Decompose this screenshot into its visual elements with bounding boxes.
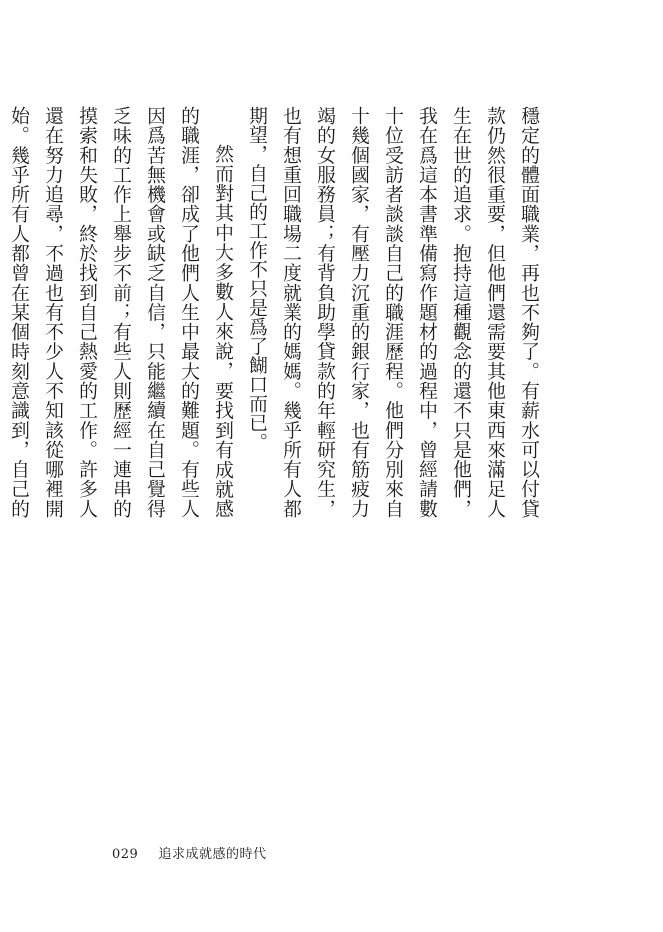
paragraph-1: 穩定的體面職業，再也不夠了。有薪水可以付貸款仍然很重要，但他們還需要其他東西來滿足人生在世的追求。抱持這種觀念的還不只是他們，我在爲這本書準備寫作題材的過程中，曾經請數十位受訪者談談自己的職涯歷程。他們分別來自十幾個國家，有壓力沉重的銀行家，也有筋疲力竭的女服務員；有背負助學貸款的年輕研究生，也有想重回職場二度就業的媽媽。幾乎所有人都期望，自己的工作不只是爲了餬口而已。 (246, 106, 539, 518)
running-title: 追求成就感的時代 (158, 847, 267, 862)
body-text (0, 106, 545, 518)
page-footer (112, 843, 266, 862)
page-number: 029 (112, 847, 139, 862)
paragraph-2: 然而對其中大多數人來說，要找到有成就感的職涯，卻成了他們人生中最大的難題。有些人因爲苦無機會或缺乏自信，只能繼續在自己覺得乏味的工作上舉步不前；有些人則歷經一連串的摸索和失敗，終於找到自己熱愛的工作。許多人還在努力追尋，不過也有不少人不知該從哪裡開始。幾乎所有人都曾在某個時刻意識到，自己的 (8, 106, 233, 518)
